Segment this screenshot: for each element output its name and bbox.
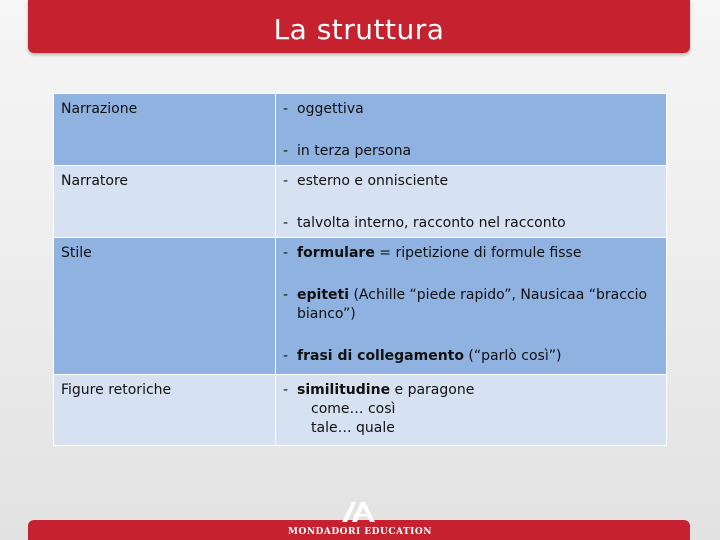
sub-item: tale… quale: [311, 420, 395, 436]
table-row-stile: [54, 238, 667, 375]
list-item: - frasi di collegamento (“parlò così”): [283, 348, 562, 364]
row-content: [276, 166, 667, 238]
list-item: - in terza persona: [283, 143, 412, 159]
list-item: - oggettiva: [283, 101, 364, 117]
list-item: - similitudine e paragone: [283, 382, 475, 398]
row-label: Narratore: [54, 166, 276, 238]
table-row-figure-retoriche: [54, 375, 667, 446]
list-item: - talvolta interno, racconto nel racconto: [283, 215, 566, 231]
footer-brand-text: MONDADORI EDUCATION: [288, 527, 432, 537]
row-content: [276, 238, 667, 375]
table-row-narrazione: [54, 94, 667, 166]
list-item: - esterno e onnisciente: [283, 173, 449, 189]
row-content: [276, 375, 667, 446]
row-label: Stile: [54, 238, 276, 375]
table-row-narratore: [54, 166, 667, 238]
sub-item: come… così: [311, 401, 396, 417]
row-label: Figure retoriche: [54, 375, 276, 446]
list-item: - epiteti (Achille “piede rapido”, Nausicaa “braccio bianco”): [283, 287, 648, 322]
structure-table: [53, 93, 667, 446]
row-label: Narrazione: [54, 94, 276, 166]
slide-title: La struttura: [273, 13, 445, 46]
title-bar: [28, 0, 690, 53]
list-item: - formulare = ripetizione di formule fisse: [283, 245, 582, 261]
row-content: [276, 94, 667, 166]
mondadori-logo: [330, 496, 390, 524]
